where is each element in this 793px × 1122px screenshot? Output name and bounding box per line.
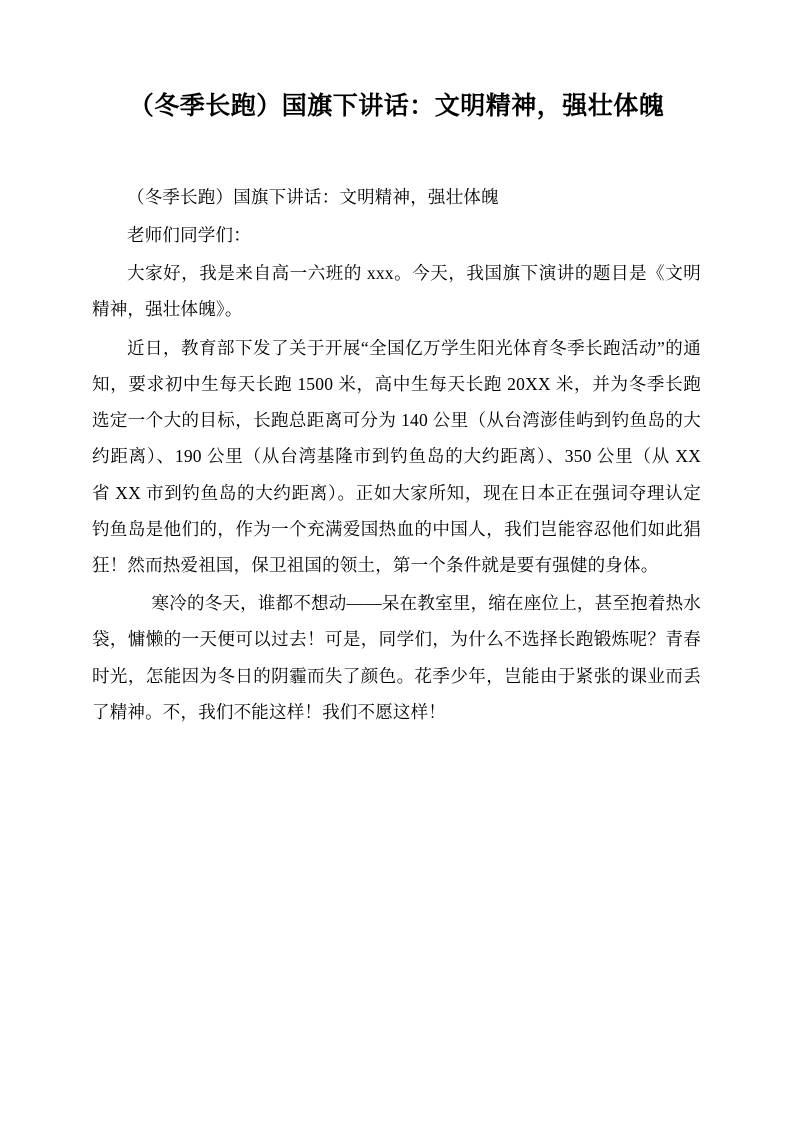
page-title: （冬季长跑）国旗下讲话：文明精神，强壮体魄 [128, 93, 665, 120]
paragraph: 近日，教育部下发了关于开展“全国亿万学生阳光体育冬季长跑活动”的通知，要求初中生每天长跑 1500 米，高中生每天长跑 20XX 米，并为冬季长跑选定一个大的目标，长跑总距离可分为 140 公里（从台湾澎佳屿到钓鱼岛的大约距离）、190 公里（从台湾基隆市到钓鱼岛的大约距离）、350 公里（从 XX 省 XX 市到钓鱼岛的大约距离）。正如大家所知，现在日本正在强词夺理认定钓鱼岛是他们的，作为一个充满爱国热血的中国人，我们岂能容忍他们如此猖狂！然而热爱祖国，保卫祖国的领土，第一个条件就是要有强健的身体。 [92, 337, 701, 575]
paragraph: 寒冷的冬天，谁都不想动——呆在教室里，缩在座位上，甚至抱着热水袋，慵懒的一天便可以过去！可是，同学们，为什么不选择长跑锻炼呢？青春时光，怎能因为冬日的阴霾而失了颜色。花季少年，岂能由于紧张的课业而丢了精神。不，我们不能这样！我们不愿这样！ [92, 593, 701, 722]
document-body [92, 179, 701, 730]
paragraph: （冬季长跑）国旗下讲话：文明精神，强壮体魄 [127, 186, 499, 207]
paragraph: 老师们同学们： [127, 224, 251, 245]
paragraph: 大家好，我是来自高一六班的 xxx。今天，我国旗下演讲的题目是《文明精神，强壮体魄》。 [92, 263, 701, 320]
